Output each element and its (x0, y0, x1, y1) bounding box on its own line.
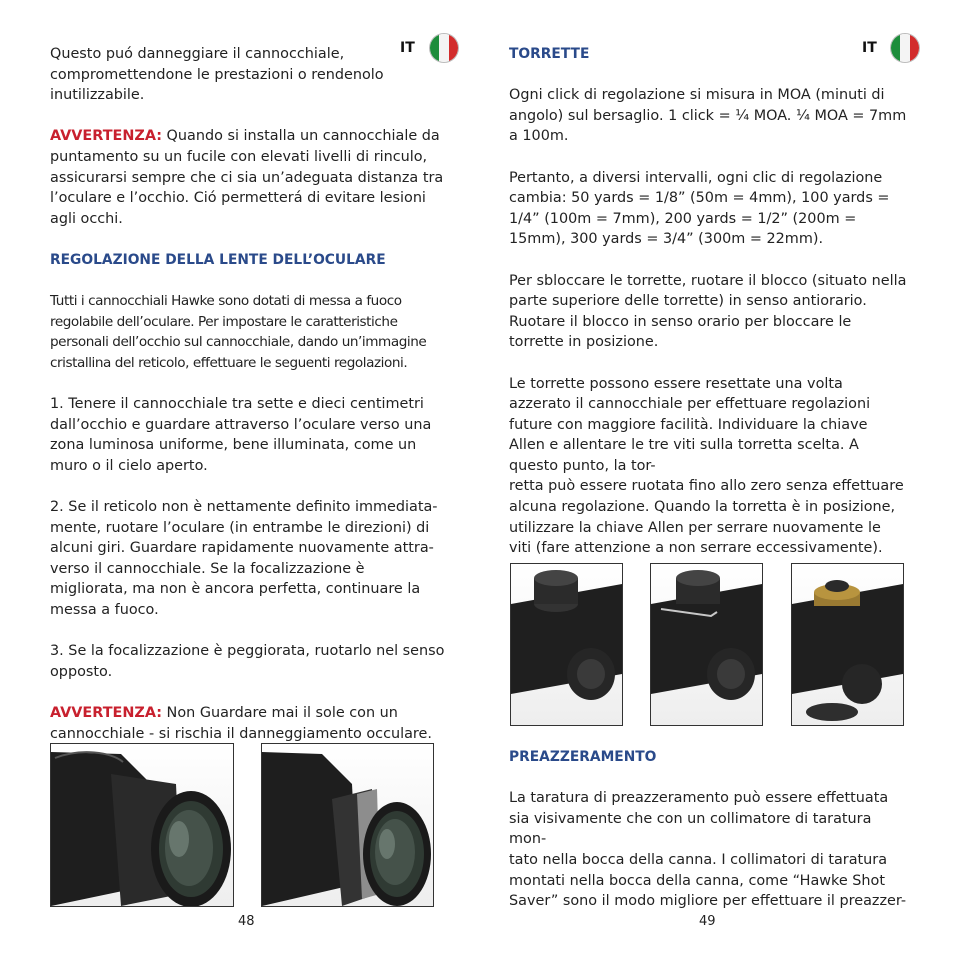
section-heading-turrets: TORRETTE (509, 46, 590, 62)
turret-photo-1 (510, 563, 623, 726)
eyepiece-intro-paragraph: Tutti i cannocchiali Hawke sono dotati di messa a fuoco regolabile dell’oculare. Per impostare le caratteristiche personali dell’occhio sul cannocchiale, dando un’immagine cristallina del reticolo, effettuare le seguenti regolazioni. (50, 293, 427, 371)
turret-photo-3 (791, 563, 904, 726)
step-2: 2. Se il reticolo non è nettamente definito immediata- mente, ruotare l’oculare (in entrambe le direzioni) di alcuni giri. Guardare rapidamente nuovamente attra- verso il cannocchiale. Se la focalizzazione è migliorata, ma non è ancora perfetta, continuare la messa a fuoco. (50, 499, 438, 619)
language-label: IT (862, 40, 877, 56)
intro-paragraph: Questo puó danneggiare il cannocchiale, compromettendone le prestazioni o rendenolo inutilizzabile. (50, 46, 384, 104)
warning-paragraph-1 (50, 126, 446, 229)
section-heading-prezero: PREAZZERAMENTO (509, 749, 657, 765)
scope-eyepiece-image (51, 744, 233, 906)
turret-photo-2 (650, 563, 763, 726)
step-1: 1. Tenere il cannocchiale tra sette e dieci centimetri dall’occhio e guardare attraverso l’oculare verso una zona luminosa uniforme, bene illuminata, come un muro o il cielo aperto. (50, 396, 432, 474)
section-heading-eyepiece: REGOLAZIONE DELLA LENTE DELL’OCULARE (50, 251, 386, 268)
left-column-text (50, 44, 446, 765)
right-column-text-bottom (509, 747, 907, 932)
warning-text: Quando si installa un cannocchiale da puntamento su un fucile con elevati livelli di rinculo, assicurarsi sempre che ci sia un’adeguata distanza tra l’oculare e l’occhio. Ció permetterá di evitare lesioni agli occhi. (50, 128, 444, 227)
scope-eyepiece-extended-image (262, 744, 433, 906)
step-3: 3. Se la focalizzazione è peggiorata, ruotarlo nel senso opposto. (50, 643, 445, 680)
turrets-paragraph-4: Le torrette possono essere resettate una volta azzerato il cannocchiale per effettuare regolazioni future con maggiore facilità. Individuare la chiave Allen e allentare le tre viti sulla torretta scelta. A questo punto, la tor- retta può essere ruotata fino allo zero senza effettuare alcuna regolazione. Quando la torretta è in posizione, utilizzare la chiave Allen per serrare nuovamente le viti (fare attenzione a non serrare eccessivamente). (509, 375, 904, 557)
right-column-text-top (509, 44, 907, 579)
right-page (477, 0, 954, 954)
turret-removed-cap-image (792, 564, 903, 725)
turrets-paragraph-3: Per sbloccare le torrette, ruotare il blocco (situato nella parte superiore delle torrette) in senso antiorario. Ruotare il blocco in senso orario per bloccare le torrette in posizione. (509, 272, 907, 351)
page-number: 49 (699, 914, 716, 929)
warning-label: AVVERTENZA: (50, 705, 162, 721)
eyepiece-photo-2 (261, 743, 434, 907)
prezero-paragraph: La taratura di preazzeramento può essere effettuata sia visivamente che con un collimatore di taratura mon- tato nella bocca della canna. I collimatori di taratura montati nella bocca della canna, come “Hawke Shot Saver” sono il modo migliore per effettuare il preazzer- (509, 790, 907, 910)
turret-image (511, 564, 622, 725)
eyepiece-photo-1 (50, 743, 234, 907)
page-number: 48 (238, 914, 255, 929)
turrets-paragraph-2: Pertanto, a diversi intervalli, ogni clic di regolazione cambia: 50 yards = 1/8” (50m = 4mm), 100 yards = 1/4” (100m = 7mm), 200 yards = 1/2” (200m = 15mm), 300 yards = 3/4” (300m = 22mm). (509, 169, 890, 248)
language-label: IT (400, 40, 415, 56)
turret-with-allen-key-image (651, 564, 762, 725)
warning-paragraph-2 (50, 703, 446, 744)
turrets-paragraph-1: Ogni click di regolazione si misura in MOA (minuti di angolo) sul bersaglio. 1 click = ¼ MOA. ¼ MOA = 7mm a 100m. (509, 87, 907, 145)
warning-text: Non Guardare mai il sole con un cannocchiale - si rischia il danneggiamento occulare. (50, 705, 432, 742)
warning-label: AVVERTENZA: (50, 128, 162, 145)
